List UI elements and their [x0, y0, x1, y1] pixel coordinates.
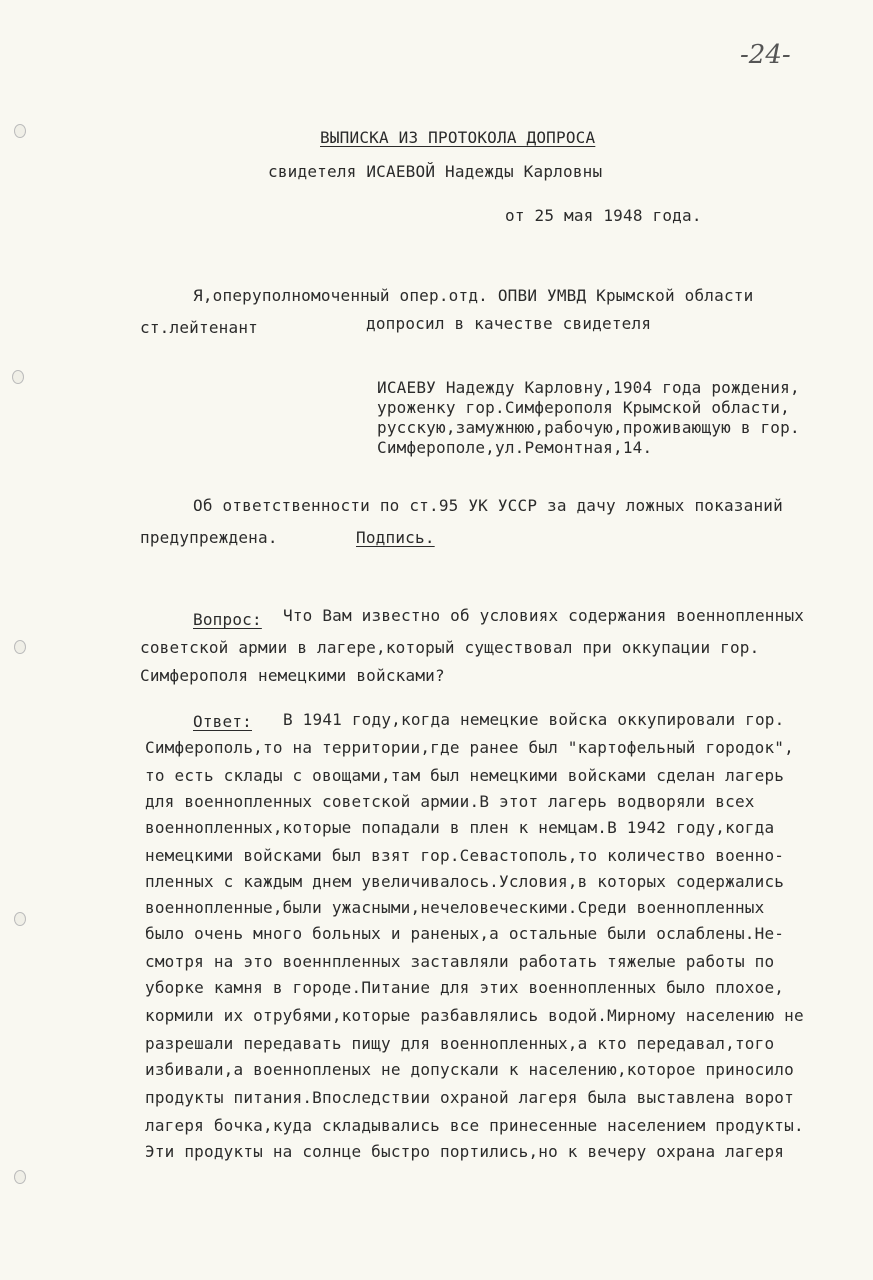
witness-line: уроженку гор.Симферополя Крымской области,	[377, 398, 790, 417]
answer-text: разрешали передавать пищу для военнопленных,а кто передавал,того	[145, 1034, 775, 1053]
answer-text: было очень много больных и раненых,а остальные были ослаблены.Не-	[145, 924, 785, 943]
answer-text: военнопленных,которые попадали в плен к немцам.В 1942 году,когда	[145, 818, 775, 837]
answer-text: то есть склады с овощами,там был немецкими войсками сделан лагерь	[145, 766, 785, 785]
document-subtitle: свидетеля ИСАЕВОЙ Надежды Карловны	[268, 162, 603, 181]
question-label: Вопрос:	[193, 610, 262, 629]
intro-line: Я,оперуполномоченный опер.отд. ОПВИ УМВД Крымской области	[193, 286, 754, 305]
punch-hole	[14, 124, 26, 138]
answer-text: уборке камня в городе.Питание для этих военнопленных было плохое,	[145, 978, 785, 997]
witness-line: русскую,замужнюю,рабочую,проживающую в гор.	[377, 418, 800, 437]
answer-text: пленных с каждым днем увеличивалось.Условия,в которых содержались	[145, 872, 785, 891]
witness-line: ИСАЕВУ Надежду Карловну,1904 года рождения,	[377, 378, 800, 397]
punch-hole	[12, 370, 24, 384]
answer-text: Эти продукты на солнце быстро портились,но к вечеру охрана лагеря	[145, 1142, 785, 1161]
document-date: от 25 мая 1948 года.	[505, 206, 702, 225]
punch-hole	[14, 640, 26, 654]
answer-text: Симферополь,то на территории,где ранее был "картофельный городок",	[145, 738, 794, 757]
intro-action: допросил в качестве свидетеля	[366, 314, 652, 333]
answer-text: для военнопленных советской армии.В этот лагерь водворяли всех	[145, 792, 755, 811]
question-text: Симферополя немецкими войсками?	[140, 666, 445, 685]
answer-text: военнопленные,были ужасными,нечеловеческими.Среди военнопленных	[145, 898, 765, 917]
answer-text: продукты питания.Впоследствии охраной лагеря была выставлена ворот	[145, 1088, 794, 1107]
answer-text: смотря на это военнпленных заставляли работать тяжелые работы по	[145, 952, 775, 971]
answer-label: Ответ:	[193, 712, 252, 731]
question-text: советской армии в лагере,который существовал при оккупации гор.	[140, 638, 760, 657]
signature-label: Подпись.	[356, 528, 435, 547]
witness-line: Симферополе,ул.Ремонтная,14.	[377, 438, 653, 457]
question-text: Что Вам известно об условиях содержания военнопленных	[283, 606, 805, 625]
page-number-mark: -24-	[740, 40, 791, 70]
warning-line: предупреждена.	[140, 528, 278, 547]
officer-rank: ст.лейтенант	[140, 318, 258, 337]
answer-text: кормили их отрубями,которые разбавлялись водой.Мирному населению не	[145, 1006, 804, 1025]
punch-hole	[14, 1170, 26, 1184]
answer-text: лагеря бочка,куда складывались все принесенные населением продукты.	[145, 1116, 804, 1135]
answer-text: немецкими войсками был взят гор.Севастополь,то количество военно-	[145, 846, 785, 865]
document-title: ВЫПИСКА ИЗ ПРОТОКОЛА ДОПРОСА	[320, 128, 596, 147]
answer-text: избивали,а военнопленых не допускали к населению,которое приносило	[145, 1060, 794, 1079]
warning-line: Об ответственности по ст.95 УК УССР за дачу ложных показаний	[193, 496, 783, 515]
answer-text: В 1941 году,когда немецкие войска оккупировали гор.	[283, 710, 785, 729]
punch-hole	[14, 912, 26, 926]
